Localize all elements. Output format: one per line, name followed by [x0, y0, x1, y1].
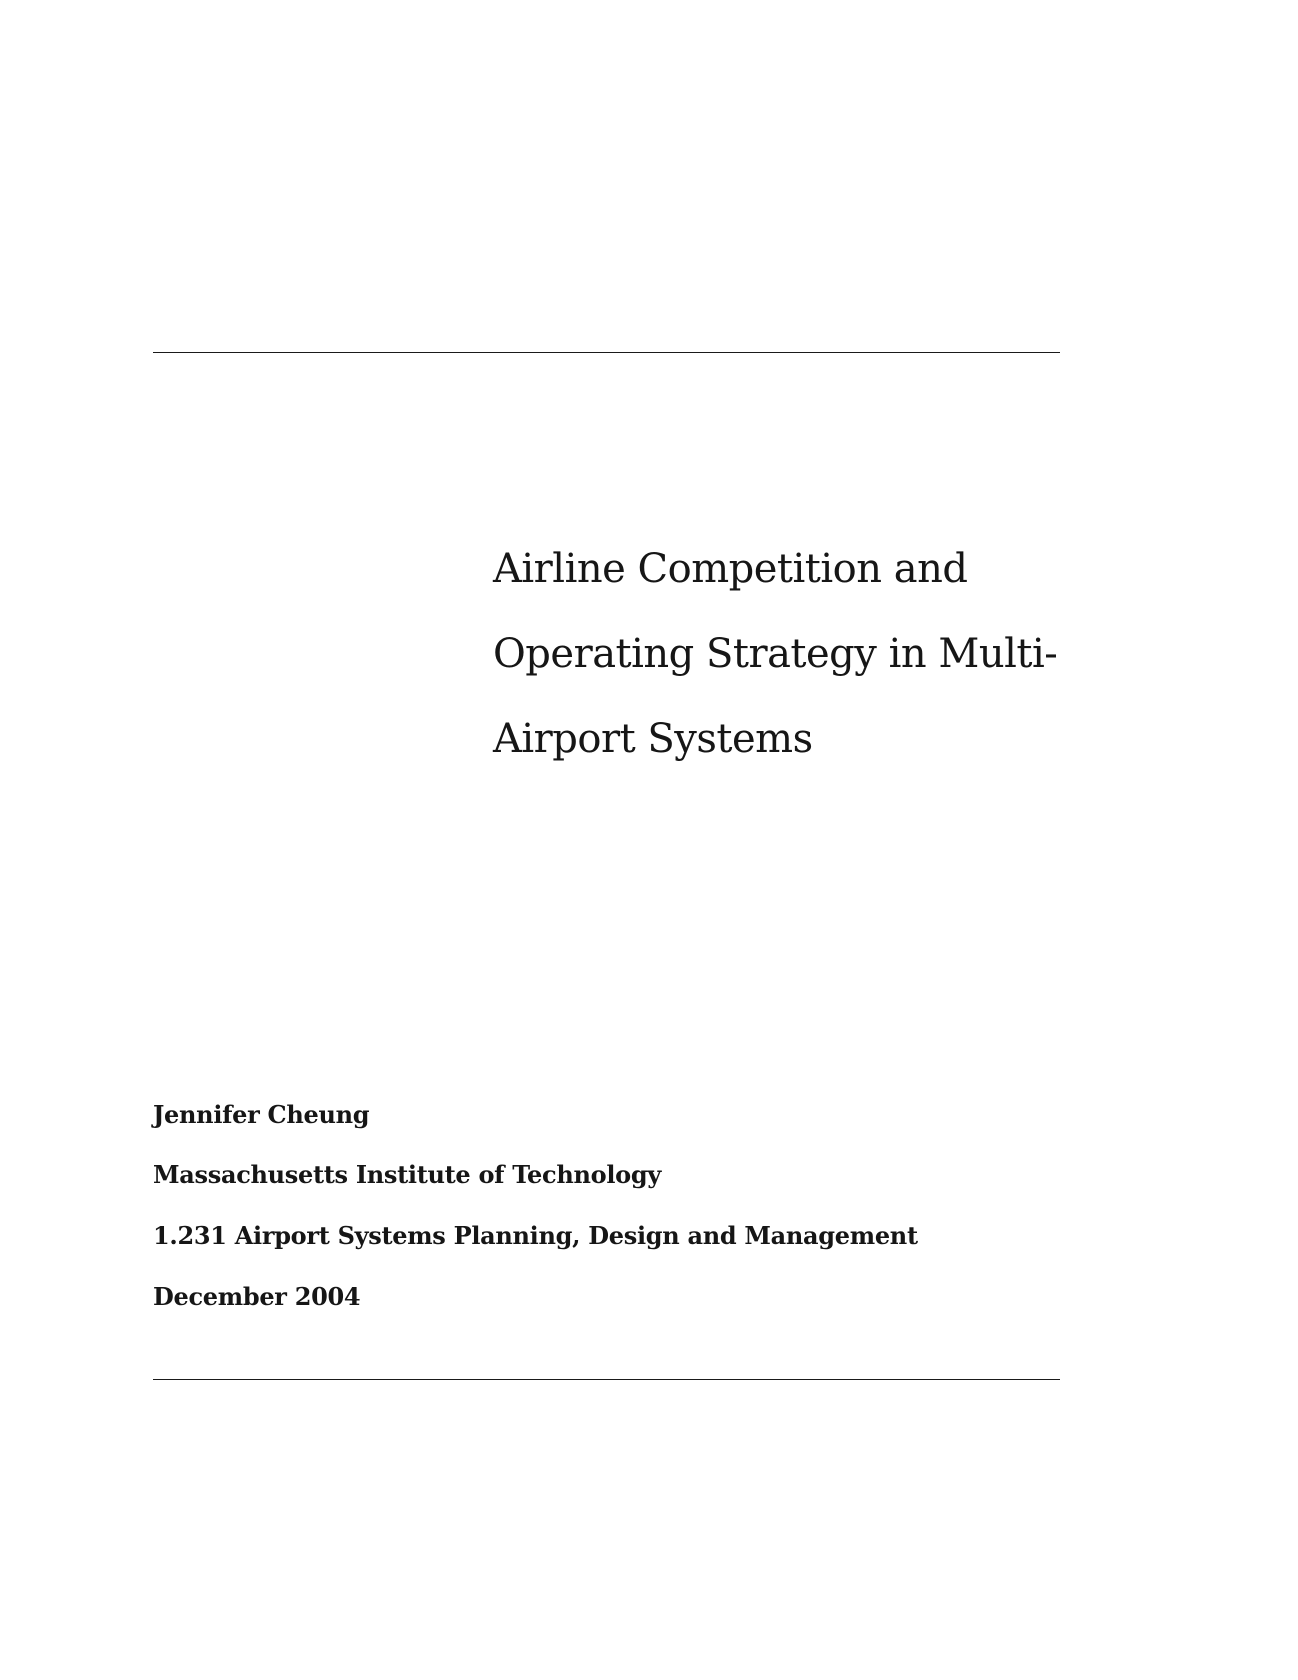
- title-line-1: Airline Competition and: [493, 546, 968, 592]
- title-line-2: Operating Strategy in Multi-: [493, 631, 1058, 677]
- course-name: 1.231 Airport Systems Planning, Design and Management: [153, 1221, 918, 1250]
- institution-name: Massachusetts Institute of Technology: [153, 1160, 661, 1189]
- author-name: Jennifer Cheung: [153, 1100, 370, 1129]
- bottom-horizontal-rule: [153, 1379, 1060, 1380]
- title-line-3: Airport Systems: [493, 716, 813, 762]
- top-horizontal-rule: [153, 352, 1060, 353]
- document-date: December 2004: [153, 1282, 361, 1311]
